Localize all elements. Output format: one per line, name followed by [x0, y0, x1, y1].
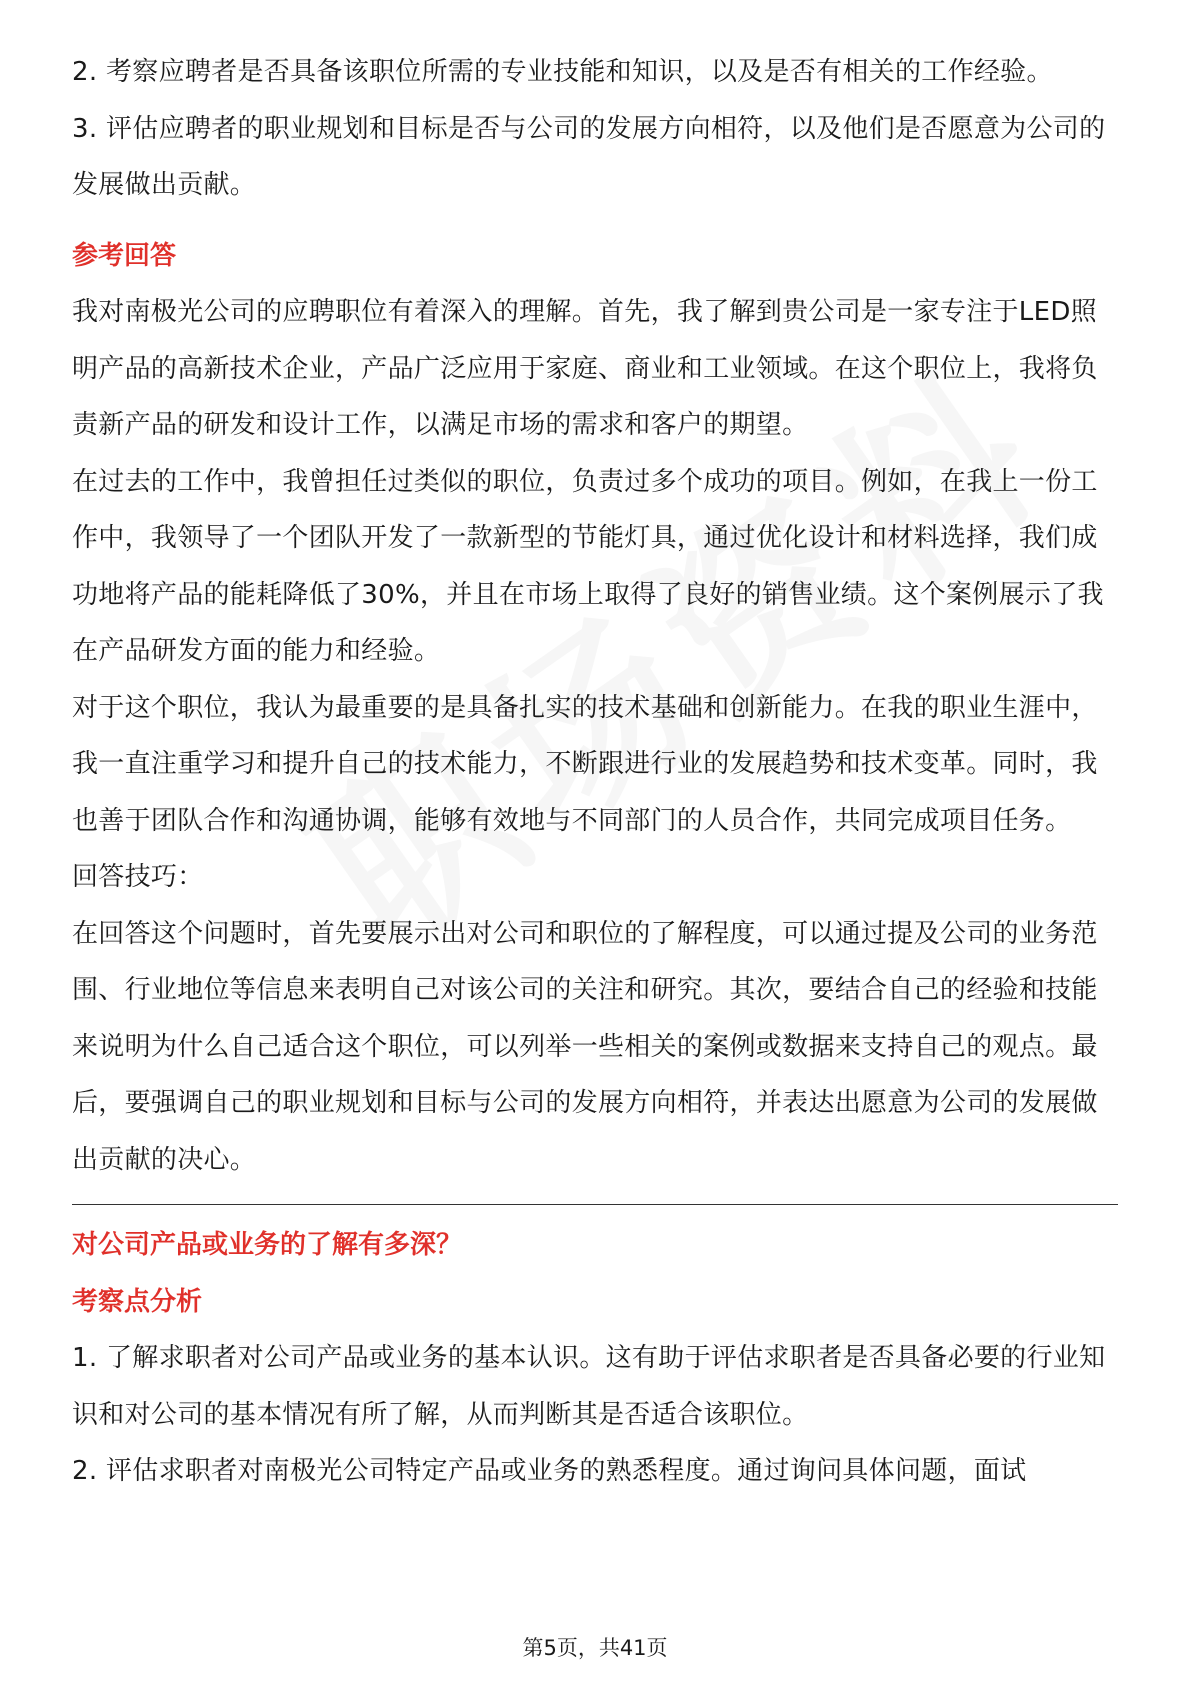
- answer-paragraph: 在过去的工作中，我曾担任过类似的职位，负责过多个成功的项目。例如，在我上一份工作中，我领导了一个团队开发了一款新型的节能灯具，通过优化设计和材料选择，我们成功地将产品的能耗降低了30%，并且在市场上取得了良好的销售业绩。这个案例展示了我在产品研发方面的能力和经验。: [72, 466, 1104, 666]
- list-item: 2. 考察应聘者是否具备该职位所需的专业技能和知识，以及是否有相关的工作经验。: [72, 57, 1053, 87]
- answer-paragraph: 我对南极光公司的应聘职位有着深入的理解。首先，我了解到贵公司是一家专注于LED照明产品的高新技术企业，产品广泛应用于家庭、商业和工业领域。在这个职位上，我将负责新产品的研发和设计工作，以满足市场的需求和客户的期望。: [72, 297, 1098, 440]
- answer-paragraph: 对于这个职位，我认为最重要的是具备扎实的技术基础和创新能力。在我的职业生涯中，我一直注重学习和提升自己的技术能力，不断跟进行业的发展趋势和技术变革。同时，我也善于团队合作和沟通协调，能够有效地与不同部门的人员合作，共同完成项目任务。: [72, 692, 1098, 836]
- page-number: 第5页，共41页: [522, 1636, 668, 1660]
- page-content: [72, 44, 1118, 1500]
- list-item: 3. 评估应聘者的职业规划和目标是否与公司的发展方向相符，以及他们是否愿意为公司的发展做出贡献。: [72, 113, 1106, 200]
- question-title: 对公司产品或业务的了解有多深？: [72, 1230, 463, 1260]
- analysis-heading: 考察点分析: [72, 1286, 203, 1317]
- answer-heading: 参考回答: [72, 240, 177, 271]
- section-divider: [72, 1204, 1118, 1205]
- list-item: 1. 了解求职者对公司产品或业务的基本认识。这有助于评估求职者是否具备必要的行业知识和对公司的基本情况有所了解，从而判断其是否适合该职位。: [72, 1343, 1106, 1430]
- tips-paragraph: 在回答这个问题时，首先要展示出对公司和职位的了解程度，可以通过提及公司的业务范围、行业地位等信息来表明自己对该公司的关注和研究。其次，要结合自己的经验和技能来说明为什么自己适合这个职位，可以列举一些相关的案例或数据来支持自己的观点。最后，要强调自己的职业规划和目标与公司的发展方向相符，并表达出愿意为公司的发展做出贡献的决心。: [72, 918, 1098, 1175]
- tips-label: 回答技巧：: [72, 862, 204, 892]
- list-item: 2. 评估求职者对南极光公司特定产品或业务的熟悉程度。通过询问具体问题，面试: [72, 1456, 1027, 1486]
